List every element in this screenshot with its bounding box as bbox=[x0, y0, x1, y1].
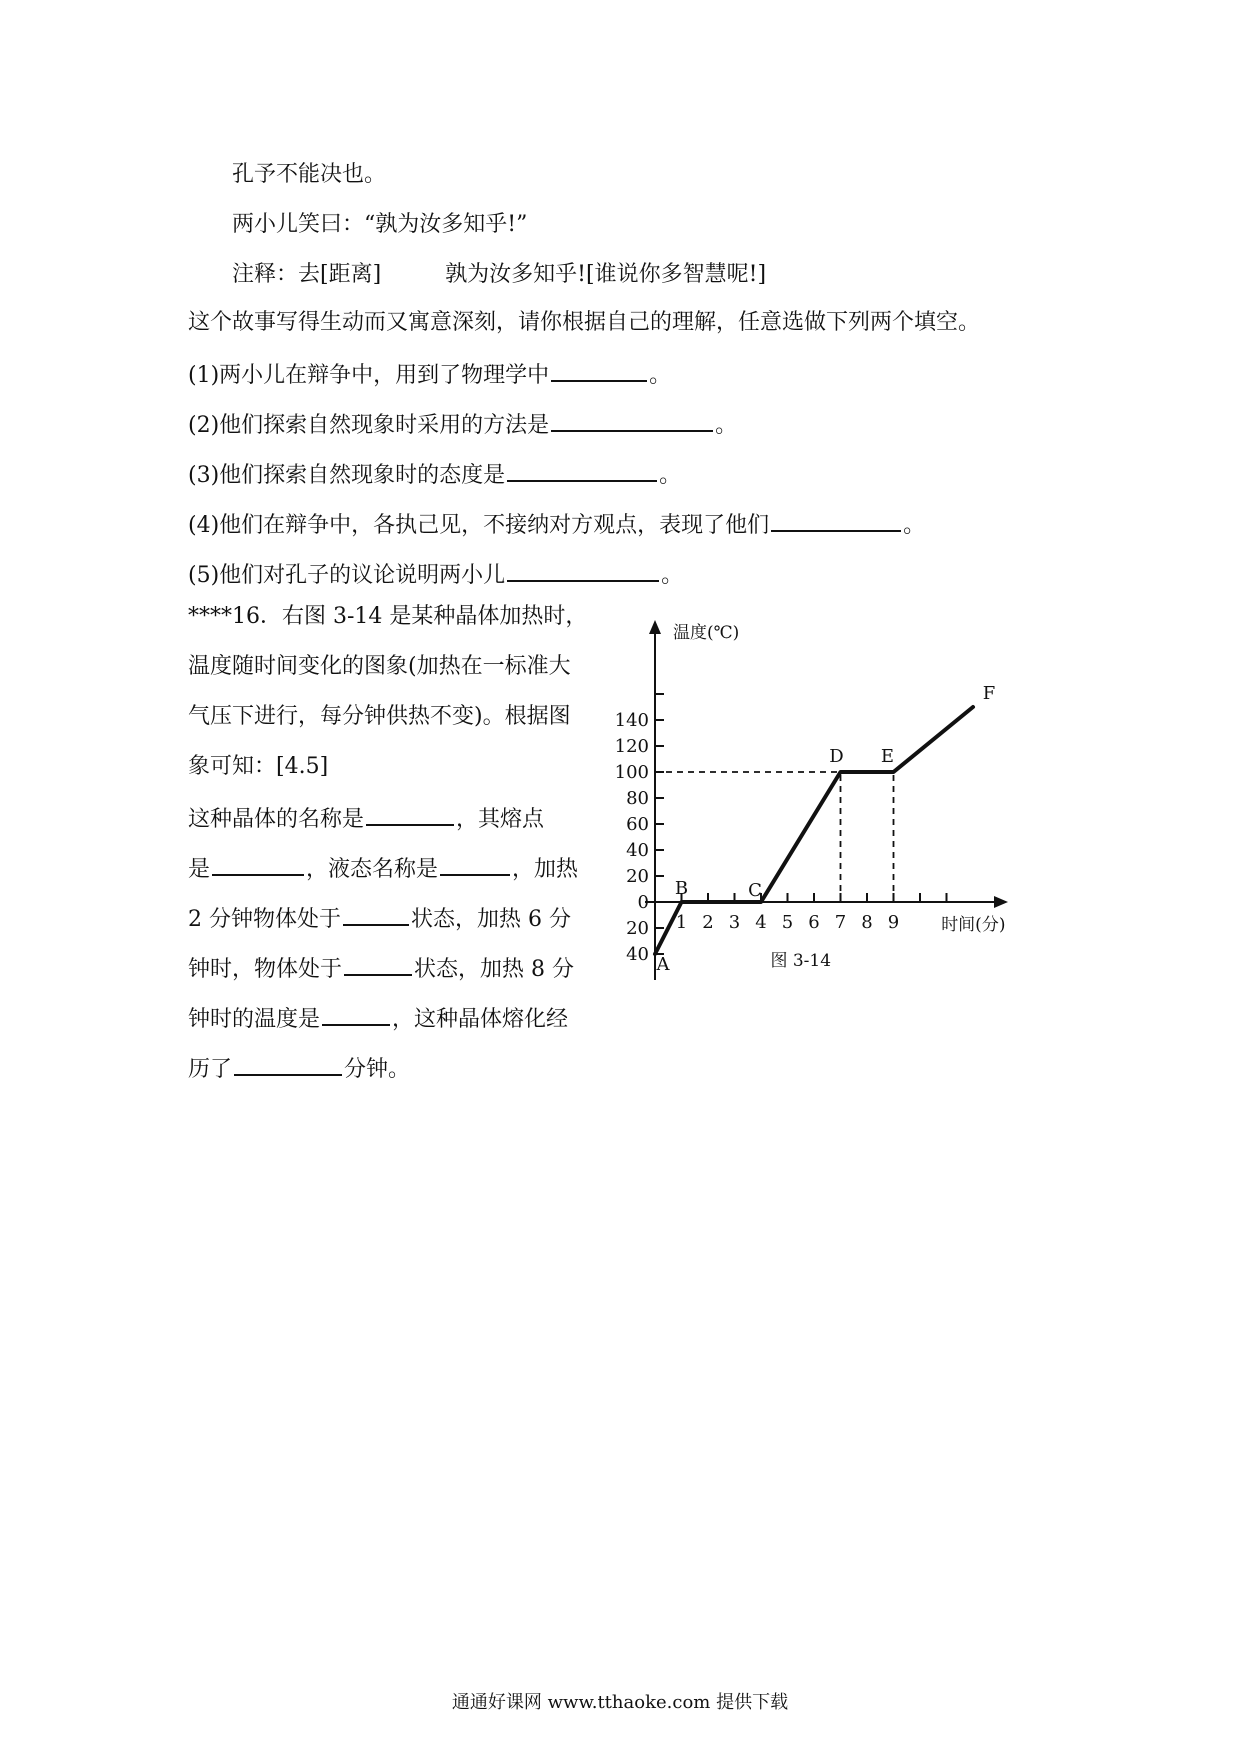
q15-intro: 这个故事写得生动而又寓意深刻，请你根据自己的理解，任意选做下列两个填空。 bbox=[188, 310, 981, 335]
x-tick-label: 3 bbox=[728, 912, 741, 933]
point-label-b: B bbox=[674, 878, 689, 899]
answer-blank[interactable] bbox=[771, 508, 901, 532]
point-label-d: D bbox=[829, 746, 844, 767]
q15-item-4-end: 。 bbox=[903, 513, 926, 538]
q16-line-7b: 状态，加热 6 分 bbox=[411, 907, 571, 932]
answer-blank[interactable] bbox=[507, 458, 657, 482]
passage-line-1: 孔予不能决也。 bbox=[232, 162, 387, 187]
chart-caption: 图 3-14 bbox=[770, 951, 832, 971]
point-label-e: E bbox=[880, 746, 895, 767]
y-tick-label: 40 bbox=[626, 944, 649, 965]
q16-line-3: 气压下进行，每分钟供热不变)。根据图 bbox=[188, 704, 571, 729]
x-tick-label: 4 bbox=[755, 912, 767, 933]
q16-line-6c: ，加热 bbox=[512, 857, 579, 882]
answer-blank[interactable] bbox=[343, 902, 409, 926]
y-axis-arrow bbox=[649, 620, 661, 634]
q15-item-3-end: 。 bbox=[659, 463, 682, 488]
answer-blank[interactable] bbox=[212, 852, 304, 876]
q16-line-5a: 这种晶体的名称是 bbox=[188, 807, 365, 832]
x-tick-label: 5 bbox=[781, 912, 794, 933]
q16-line-7 bbox=[188, 902, 571, 932]
x-tick-label: 9 bbox=[887, 912, 900, 933]
q16-line-9 bbox=[188, 1002, 568, 1032]
y-axis-label: 温度(℃) bbox=[673, 623, 740, 643]
passage-line-2: 两小儿笑曰：“孰为汝多知乎!” bbox=[232, 212, 528, 237]
q16-line-1: ****16．右图 3-14 是某种晶体加热时， bbox=[188, 604, 588, 629]
q15-item-5-text: (5)他们对孔子的议论说明两小儿 bbox=[188, 563, 506, 588]
q16-line-10 bbox=[188, 1052, 410, 1082]
q15-item-3 bbox=[188, 458, 681, 491]
answer-blank[interactable] bbox=[322, 1002, 390, 1026]
q16-line-5 bbox=[188, 802, 544, 832]
point-label-a: A bbox=[656, 954, 670, 975]
point-label-f: F bbox=[982, 683, 996, 704]
q16-line-5b: ，其熔点 bbox=[456, 807, 545, 832]
answer-blank[interactable] bbox=[551, 358, 647, 382]
q16-line-8 bbox=[188, 952, 574, 982]
y-tick-label: 40 bbox=[626, 840, 649, 861]
q16-line-8a: 钟时，物体处于 bbox=[188, 957, 343, 982]
x-tick-label: 6 bbox=[808, 912, 820, 933]
answer-blank[interactable] bbox=[507, 558, 659, 582]
y-tick-label: 0 bbox=[637, 892, 649, 913]
q16-line-9a: 钟时的温度是 bbox=[188, 1007, 321, 1032]
q15-item-1-text: (1)两小儿在辩争中，用到了物理学中 bbox=[188, 363, 550, 388]
temperature-time-chart bbox=[600, 600, 1060, 1000]
q15-item-2 bbox=[188, 408, 737, 441]
q16-line-7a: 2 分钟物体处于 bbox=[188, 907, 341, 932]
q16-line-9b: ，这种晶体熔化经 bbox=[392, 1007, 569, 1032]
x-tick-label: 1 bbox=[675, 912, 688, 933]
note-label: 注释：去[距离] bbox=[232, 262, 382, 287]
x-axis-label: 时间(分) bbox=[941, 915, 1006, 935]
q16-line-8b: 状态，加热 8 分 bbox=[414, 957, 574, 982]
q16-line-10a: 历了 bbox=[188, 1057, 233, 1082]
y-tick-label: 20 bbox=[626, 866, 649, 887]
y-tick-label: 20 bbox=[626, 918, 649, 939]
q15-item-2-end: 。 bbox=[715, 413, 738, 438]
answer-blank[interactable] bbox=[551, 408, 713, 432]
y-tick-label: 80 bbox=[626, 788, 649, 809]
x-tick-label: 2 bbox=[702, 912, 714, 933]
q15-item-1-end: 。 bbox=[649, 363, 672, 388]
x-tick-label: 8 bbox=[861, 912, 873, 933]
q15-item-5 bbox=[188, 558, 683, 591]
answer-blank[interactable] bbox=[344, 952, 412, 976]
note-text: 孰为汝多知乎![谁说你多智慧呢!] bbox=[445, 262, 767, 287]
q16-line-6a: 是 bbox=[188, 857, 211, 882]
q16-line-10b: 分钟。 bbox=[344, 1057, 411, 1082]
passage-note bbox=[232, 260, 766, 290]
q16-line-6b: ，液态名称是 bbox=[306, 857, 439, 882]
y-tick-label: 120 bbox=[614, 736, 649, 757]
answer-blank[interactable] bbox=[366, 802, 454, 826]
q15-item-2-text: (2)他们探索自然现象时采用的方法是 bbox=[188, 413, 550, 438]
y-tick-label: 60 bbox=[626, 814, 649, 835]
page-footer: 通通好课网 www.tthaoke.com 提供下载 bbox=[451, 1692, 789, 1713]
q16-line-2: 温度随时间变化的图象(加热在一标准大 bbox=[188, 654, 571, 679]
q15-item-4 bbox=[188, 508, 925, 541]
answer-blank[interactable] bbox=[234, 1052, 342, 1076]
y-tick-label: 140 bbox=[614, 710, 649, 731]
answer-blank[interactable] bbox=[440, 852, 510, 876]
q15-item-3-text: (3)他们探索自然现象时的态度是 bbox=[188, 463, 506, 488]
y-tick-label: 100 bbox=[614, 762, 649, 783]
x-axis-arrow bbox=[994, 896, 1008, 908]
q15-item-4-text: (4)他们在辩争中，各执己见，不接纳对方观点，表现了他们 bbox=[188, 513, 770, 538]
x-tick-label: 7 bbox=[834, 912, 847, 933]
q15-item-1 bbox=[188, 358, 671, 391]
point-label-c: C bbox=[748, 880, 762, 901]
q16-line-6 bbox=[188, 852, 578, 882]
q16-line-4: 象可知：[4.5] bbox=[188, 754, 329, 779]
q15-item-5-end: 。 bbox=[661, 563, 684, 588]
